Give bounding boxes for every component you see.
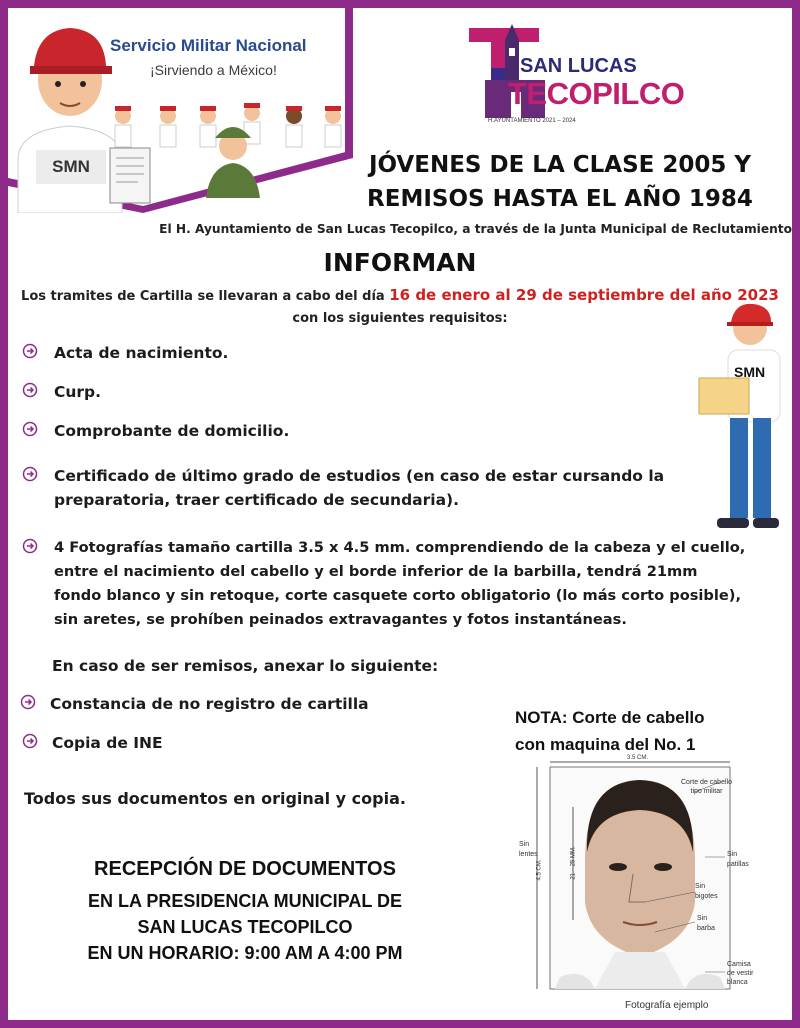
recruit-figure <box>695 300 790 540</box>
informan-heading: INFORMAN <box>323 248 477 277</box>
requirement-label-cont: entre el nacimiento del cabello y el borde inferior de la barbilla, tendrá 21mm <box>54 563 698 580</box>
photo-example <box>515 752 755 1020</box>
intro-text: El H. Ayuntamiento de San Lucas Tecopilco, a través de la Junta Municipal de Reclutamiento <box>159 222 792 236</box>
sin-bigotes-label <box>695 882 718 902</box>
arrow-circle-icon <box>22 382 38 398</box>
tramites-text <box>0 286 800 304</box>
todos-text: Todos sus documentos en original y copia. <box>24 789 406 808</box>
face-label: 21 – 25 MM. <box>570 846 577 880</box>
photo-caption: Fotografía ejemplo <box>625 1000 709 1011</box>
sin-lentes-line2: lentes <box>519 851 538 858</box>
sin-patillas-label <box>727 850 749 870</box>
sin-bigotes-line2: bigotes <box>695 893 718 900</box>
recepcion-line1: RECEPCIÓN DE DOCUMENTOS <box>94 858 396 880</box>
arrow-circle-icon <box>22 343 38 359</box>
requirement-label: Comprobante de domicilio. <box>54 422 290 440</box>
tramites-prefix: Los tramites de Cartilla se llevaran a cabo del día <box>21 289 385 304</box>
width-label: 3.5 CM. <box>627 755 649 761</box>
requirement-label: Acta de nacimiento. <box>54 344 229 362</box>
corte-label <box>681 778 732 796</box>
arrow-circle-icon <box>22 466 38 482</box>
corte-line1: Corte de cabello <box>681 779 732 786</box>
recepcion-block <box>20 856 470 966</box>
arrow-circle-icon <box>22 421 38 437</box>
smn-title: Servicio Militar Nacional <box>110 36 307 55</box>
logo-line2: TECOPILCO <box>508 76 685 111</box>
nota-block <box>515 704 705 758</box>
requirement-label-cont: sin aretes, se prohíben peinados extravagantes y fotos instantáneas. <box>54 611 627 628</box>
remisos-label: Copia de INE <box>52 734 163 752</box>
smn-badge: SMN <box>36 150 106 184</box>
sin-barba-line2: barba <box>697 925 715 932</box>
tramites-dates: 16 de enero al 29 de septiembre del año 2023 <box>389 286 779 304</box>
sin-patillas-line2: patillas <box>727 861 749 868</box>
sin-patillas-line1: Sin <box>727 851 738 858</box>
figure-badge: SMN <box>734 364 766 380</box>
recepcion-line4: EN UN HORARIO: 9:00 AM A 4:00 PM <box>87 943 403 963</box>
arrow-circle-icon <box>22 538 38 554</box>
recepcion-line2: EN LA PRESIDENCIA MUNICIPAL DE <box>87 891 403 911</box>
arrow-circle-icon <box>20 694 36 710</box>
requisitos-intro: con los siguientes requisitos: <box>292 311 508 326</box>
main-heading <box>330 148 790 216</box>
nota-line2: con maquina del No. 1 <box>515 735 696 754</box>
sin-lentes-line1: Sin <box>519 841 530 848</box>
requirement-label: Curp. <box>54 383 102 401</box>
sin-barba-line1: Sin <box>697 915 708 922</box>
requirement-label-cont: fondo blanco y sin retoque, corte casquete corto obligatorio (lo más corto posible), <box>54 587 741 604</box>
camisa-line3: blanca <box>727 979 748 986</box>
sin-barba-label <box>697 914 715 934</box>
height-label: 4.5 CM. <box>536 859 543 881</box>
remisos-note: En caso de ser remisos, anexar lo siguiente: <box>52 657 439 675</box>
recruit-figure-art <box>695 300 790 540</box>
requirement-label: 4 Fotografías tamaño cartilla 3.5 x 4.5 mm. comprendiendo de la cabeza y el cuello, <box>54 539 746 556</box>
camisa-line1: Camisa <box>727 961 751 968</box>
arrow-circle-icon <box>22 733 38 749</box>
remisos-label: Constancia de no registro de cartilla <box>50 695 369 713</box>
heading-line2: REMISOS HASTA EL AÑO 1984 <box>367 186 753 212</box>
requirement-label-cont: preparatoria, traer certificado de secundaria). <box>54 491 460 509</box>
logo-subtext: H.AYUNTAMIENTO 2021 – 2024 <box>488 118 576 124</box>
logo-line1: SAN LUCAS <box>520 55 637 77</box>
heading-line1: JÓVENES DE LA CLASE 2005 Y <box>368 152 752 178</box>
smn-subtitle: ¡Sirviendo a México! <box>150 62 277 78</box>
camisa-label <box>727 960 753 987</box>
sin-lentes-label <box>519 840 538 860</box>
sin-bigotes-line1: Sin <box>695 883 706 890</box>
corte-line2: tipo militar <box>690 788 723 795</box>
requirement-label: Certificado de último grado de estudios (en caso de estar cursando la <box>54 467 665 485</box>
recepcion-line3: SAN LUCAS TECOPILCO <box>137 917 353 937</box>
nota-line1: NOTA: Corte de cabello <box>515 708 705 727</box>
camisa-line2: de vestir <box>727 970 754 977</box>
